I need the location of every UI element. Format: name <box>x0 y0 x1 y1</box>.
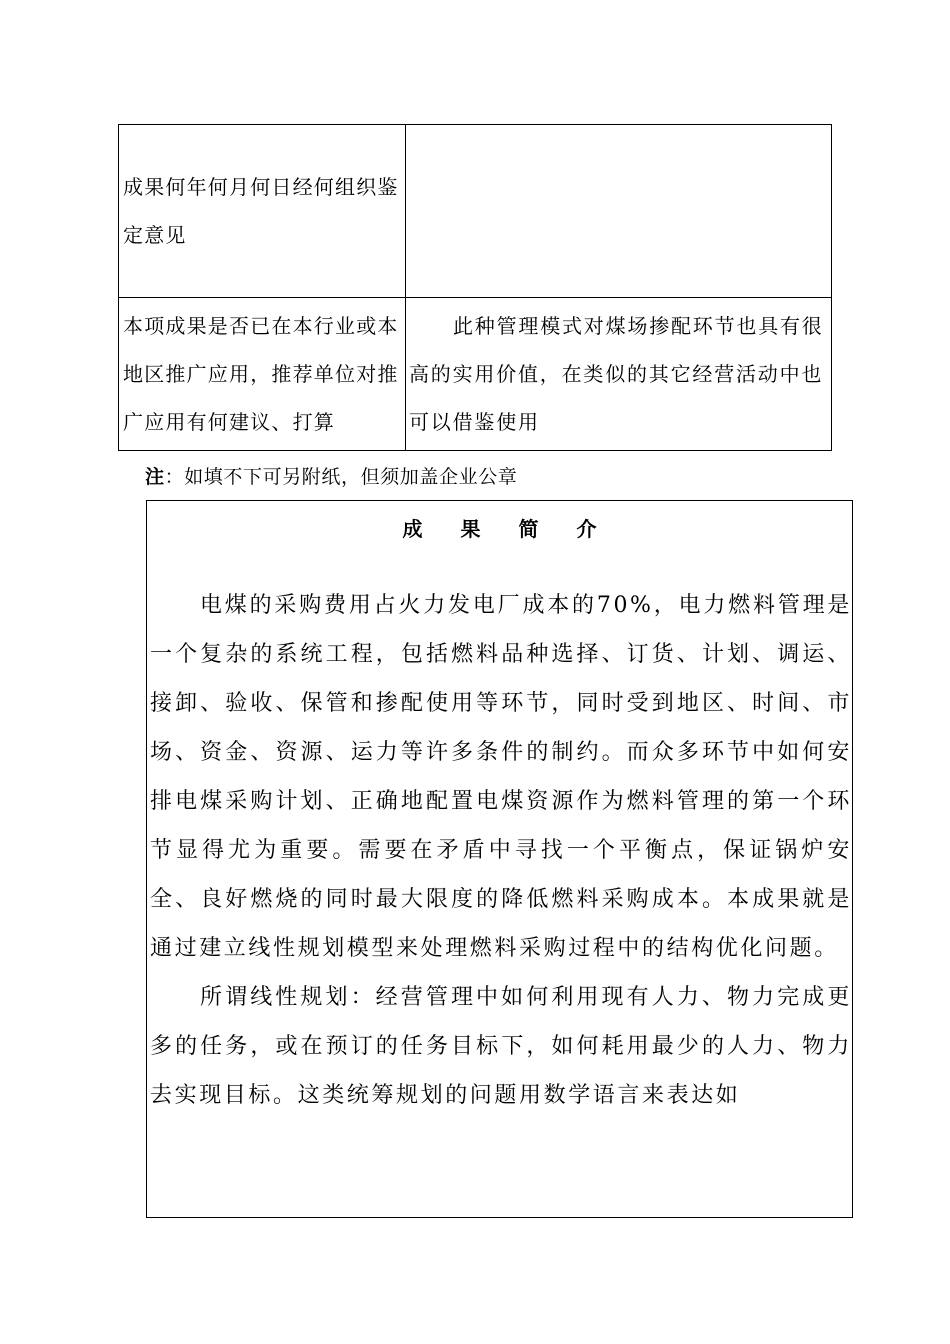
summary-box <box>146 500 853 1218</box>
footnote-prefix: 注 <box>145 466 165 488</box>
table-row <box>119 125 832 298</box>
summary-paragraph: 所谓线性规划：经营管理中如何利用现有人力、物力完成更多的任务，或在预订的任务目标下，如何耗用最少的人力、物力去实现目标。这类统筹规划的问题用数学语言来表达如 <box>150 985 852 1108</box>
footnote <box>145 462 517 492</box>
promotion-label: 本项成果是否已在本行业或本地区推广应用，推荐单位对推广应用有何建议、打算 <box>123 314 399 434</box>
info-table <box>118 124 832 451</box>
summary-title: 成果简介 <box>402 517 635 541</box>
table-label-cell <box>119 298 406 451</box>
table-value-cell <box>406 298 832 451</box>
footnote-text: ：如填不下可另附纸，但须加盖企业公章 <box>164 466 518 488</box>
promotion-value: 此种管理模式对煤场掺配环节也具有很高的实用价值，在类似的其它经营活动中也可以借鉴使用 <box>409 314 824 434</box>
summary-paragraph: 电煤的采购费用占火力发电厂成本的70%，电力燃料管理是一个复杂的系统工程，包括燃料品种选择、订货、计划、调运、接卸、验收、保管和掺配使用等环节，同时受到地区、时间、市场、资金、资源、运力等许多条件的制约。而众多环节中如何安排电煤采购计划、正确地配置电煤资源作为燃料管理的第一个环节显得尤为重要。需要在矛盾中寻找一个平衡点，保证锅炉安全、良好燃烧的同时最大限度的降低燃料采购成本。本成果就是通过建立线性规划模型来处理燃料采购过程中的结构优化问题。 <box>150 593 852 961</box>
summary-body <box>150 581 852 1120</box>
appraisal-label: 成果何年何月何日经何组织鉴定意见 <box>123 175 399 247</box>
table-row <box>119 298 832 451</box>
table-label-cell <box>119 125 406 298</box>
table-value-cell <box>406 125 832 298</box>
